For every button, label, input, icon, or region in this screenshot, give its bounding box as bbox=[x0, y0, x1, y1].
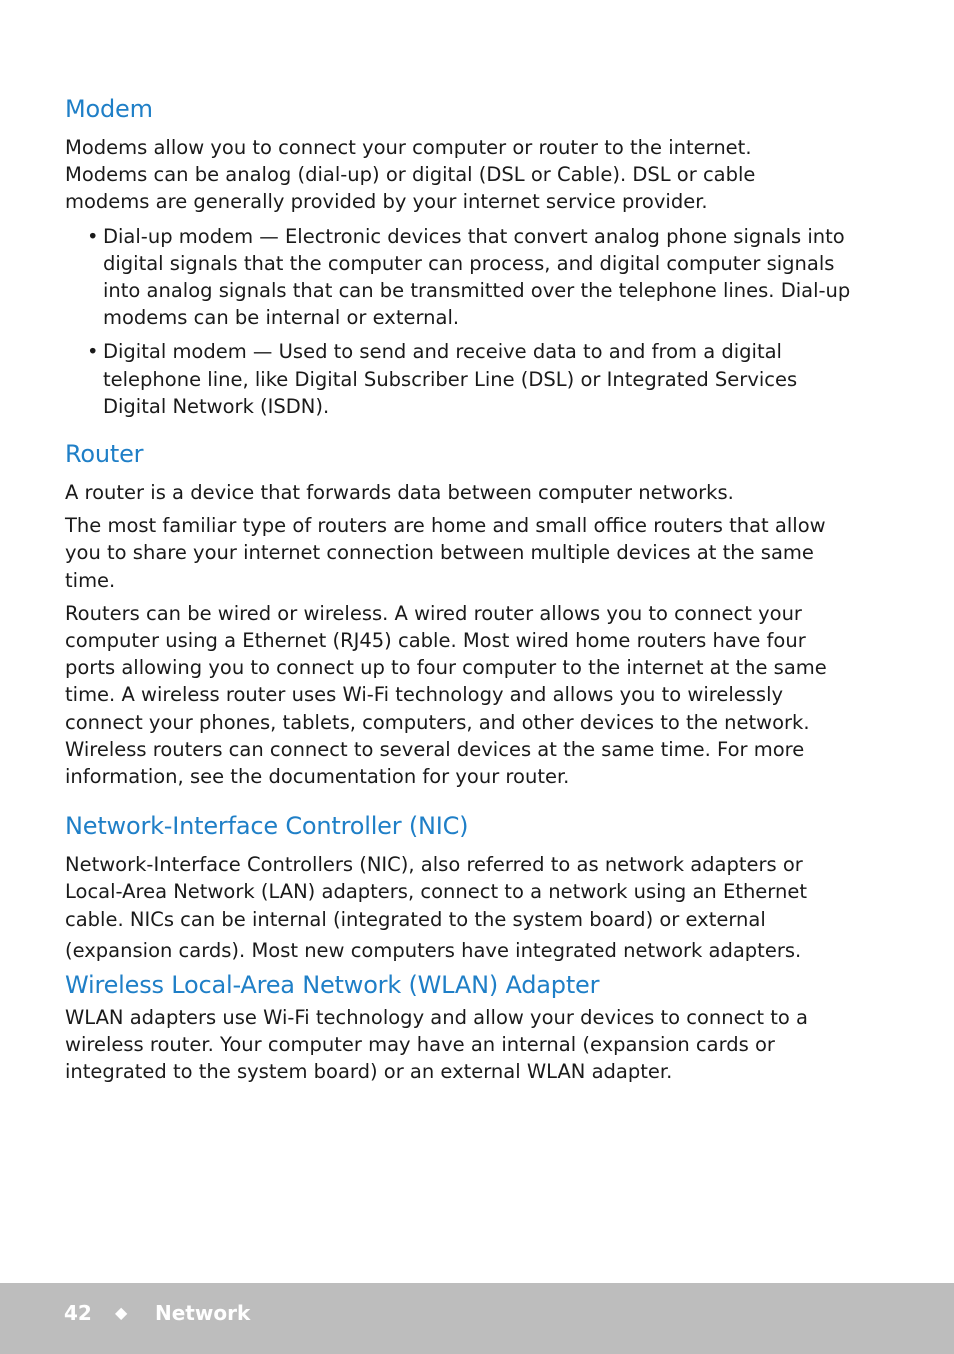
list-item bbox=[65, 223, 865, 332]
bullet-glyph: • bbox=[87, 224, 99, 248]
list-item bbox=[65, 338, 865, 420]
page-number: 42 bbox=[64, 1301, 92, 1325]
heading-router: Router bbox=[65, 440, 144, 469]
modem-bullet-list bbox=[65, 223, 865, 420]
nic-paragraph: Network-Interface Controllers (NIC), also referred to as network adapters or Local-Area Network (LAN) adapters, connect to a network using an Ethernet cable. NICs can be internal (integrated to the system board) or external bbox=[65, 853, 807, 931]
bullet-text: Dial-up modem — Electronic devices that convert analog phone signals into digital signals that the computer can process, and digital computer signals into analog signals that can be transmitted over the telephone lines. Dial-up modems can be internal or external. bbox=[103, 224, 851, 330]
wlan-paragraph: WLAN adapters use Wi-Fi technology and allow your devices to connect to a wireless router. Your computer may have an internal (expansion cards or integrated to the system board) or an external WLAN adapter. bbox=[65, 1006, 808, 1084]
page-footer bbox=[0, 1283, 954, 1354]
router-paragraph: A router is a device that forwards data between computer networks. bbox=[65, 481, 734, 505]
diamond-separator-icon: ◆ bbox=[115, 1303, 128, 1322]
bullet-text: Digital modem — Used to send and receive data to and from a digital telephone line, like Digital Subscriber Line (DSL) or Integrated Services Digital Network (ISDN). bbox=[103, 340, 798, 418]
router-paragraph: The most familiar type of routers are home and small office routers that allow you to share your internet connection between multiple devices at the same time. bbox=[65, 514, 826, 592]
heading-modem: Modem bbox=[65, 95, 153, 123]
heading-wlan: Wireless Local-Area Network (WLAN) Adapter bbox=[65, 971, 600, 1000]
footer-section-title: Network bbox=[155, 1301, 251, 1325]
nic-paragraph: (expansion cards). Most new computers have integrated network adapters. bbox=[65, 938, 802, 962]
page-content bbox=[65, 90, 865, 1086]
modem-intro: Modems allow you to connect your computer or router to the internet. Modems can be analog (dial-up) or digital (DSL or Cable). DSL or cable modems are generally provided by your internet service provider. bbox=[65, 136, 756, 214]
bullet-glyph: • bbox=[87, 340, 99, 364]
router-paragraph: Routers can be wired or wireless. A wired router allows you to connect your computer using a Ethernet (RJ45) cable. Most wired home routers have four ports allowing you to connect up to four computer to the internet at the same time. A wireless router uses Wi-Fi technology and allows you to wirelessly connect your phones, tablets, computers, and other devices to the network. Wireless routers can connect to several devices at the same time. For more information, see the documentation for your router. bbox=[65, 601, 827, 789]
heading-nic: Network-Interface Controller (NIC) bbox=[65, 812, 469, 841]
